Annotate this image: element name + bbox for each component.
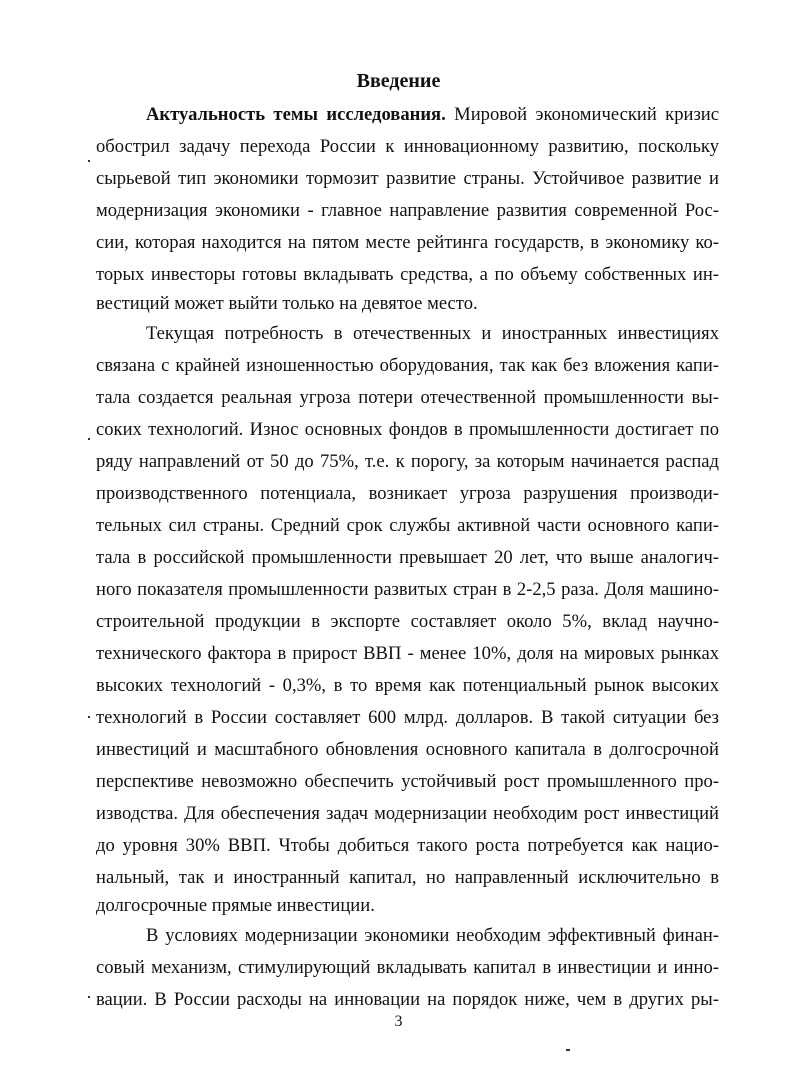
text-line: нальный, так и иностранный капитал, но направленный исключительно в	[96, 867, 719, 888]
text-line: вестиций может выйти только на девятое место.	[96, 293, 478, 314]
text-line: производственного потенциала, возникает угроза разрушения производи-	[96, 483, 719, 504]
text-line: изводства. Для обеспечения задач модернизации необходим рост инвестиций	[96, 803, 719, 824]
text-line: до уровня 30% ВВП. Чтобы добиться такого роста потребуется как нацио-	[96, 835, 719, 856]
page-title: Введение	[356, 70, 441, 92]
text-line: технического фактора в прирост ВВП - менее 10%, доля на мировых рынках	[96, 643, 719, 664]
page-number: 3	[394, 1013, 403, 1030]
text-line: перспективе невозможно обеспечить устойчивый рост промышленного про-	[96, 771, 719, 792]
text-line: Текущая потребность в отечественных и иностранных инвестициях	[146, 323, 719, 344]
text-line: инвестиций и масштабного обновления основного капитала в долгосрочной	[96, 739, 719, 760]
text-line: торых инвесторы готовы вкладывать средства, а по объему собственных ин-	[96, 264, 719, 285]
text-line: тельных сил страны. Средний срок службы активной части основного капи-	[96, 515, 719, 536]
text-line	[146, 99, 719, 131]
text-line: связана с крайней изношенностью оборудования, так как без вложения капи-	[96, 355, 719, 376]
text-line: тала в российской промышленности превышает 20 лет, что выше аналогич-	[96, 547, 719, 568]
scan-speck	[88, 996, 90, 998]
scan-speck	[566, 1049, 570, 1051]
text-line: вации. В России расходы на инновации на порядок ниже, чем в других ры-	[96, 989, 719, 1010]
text-line: сырьевой тип экономики тормозит развитие страны. Устойчивое развитие и	[96, 168, 719, 189]
text-line: В условиях модернизации экономики необходим эффективный финан-	[146, 925, 719, 946]
scan-speck	[88, 160, 90, 162]
text-line: строительной продукции в экспорте составляет около 5%, вклад научно-	[96, 611, 719, 632]
text-line: сии, которая находится на пятом месте рейтинга государств, в экономику ко-	[96, 232, 719, 253]
text-line: тала создается реальная угроза потери отечественной промышленности вы-	[96, 387, 719, 408]
scan-speck	[88, 716, 90, 718]
line-text: Мировой экономический кризис	[445, 104, 719, 125]
text-line: соких технологий. Износ основных фондов в промышленности достигает по	[96, 419, 719, 440]
text-line: долгосрочные прямые инвестиции.	[96, 895, 375, 916]
text-line: ного показателя промышленности развитых стран в 2-2,5 раза. Доля машино-	[96, 579, 719, 600]
text-line: технологий в России составляет 600 млрд. долларов. В такой ситуации без	[96, 707, 719, 728]
scan-speck	[88, 438, 90, 440]
lead-phrase: Актуальность темы исследования.	[146, 104, 446, 125]
text-line: совый механизм, стимулирующий вкладывать капитал в инвестиции и инно-	[96, 957, 719, 978]
text-line: высоких технологий - 0,3%, в то время как потенциальный рынок высоких	[96, 675, 719, 696]
text-line: ряду направлений от 50 до 75%, т.е. к порогу, за которым начинается распад	[96, 451, 719, 472]
text-line: обострил задачу перехода России к инновационному развитию, поскольку	[96, 136, 719, 157]
text-line: модернизация экономики - главное направление развития современной Рос-	[96, 200, 719, 221]
